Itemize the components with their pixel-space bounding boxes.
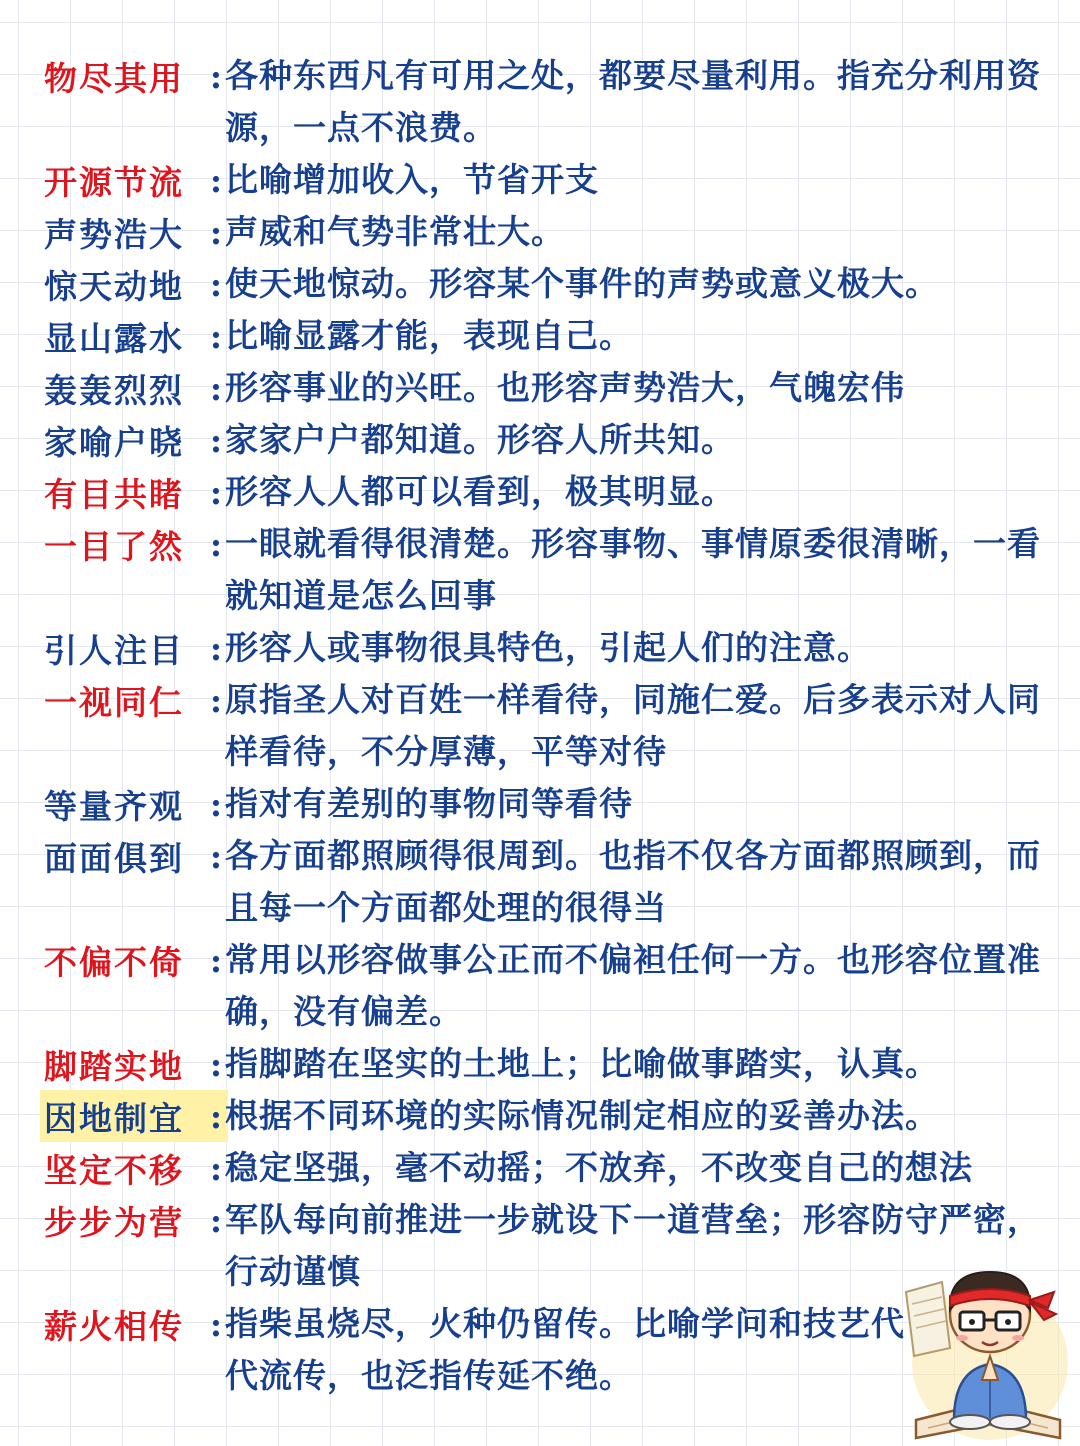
- entry-term: 面面俱到: [44, 838, 184, 878]
- entry-term: 脚踏实地: [44, 1046, 184, 1086]
- entry-term: 等量齐观: [44, 786, 184, 826]
- entry-definition: 形容人人都可以看到，极其明显。: [225, 472, 735, 511]
- entry-term: 开源节流: [44, 162, 184, 202]
- entry-colon: :: [209, 524, 223, 564]
- entry-colon: :: [209, 368, 223, 408]
- entry-term: 引人注目: [44, 630, 184, 670]
- entry-term-highlighted: 因地制宜: [40, 1090, 228, 1142]
- entry-colon: :: [209, 680, 223, 720]
- entry-colon: :: [209, 836, 223, 876]
- entry-definition: 声威和气势非常壮大。: [225, 212, 565, 251]
- entry-colon: :: [209, 264, 223, 304]
- entry-definition: 比喻显露才能，表现自己。: [225, 316, 633, 355]
- entry-definition: 各方面都照顾得很周到。也指不仅各方面都照顾到，而且每一个方面都处理的很得当: [225, 836, 1041, 927]
- entry-definition: 形容人或事物很具特色，引起人们的注意。: [225, 628, 871, 667]
- entry-term: 一目了然: [44, 526, 184, 566]
- entry-colon: :: [209, 1200, 223, 1240]
- entry-colon: :: [209, 472, 223, 512]
- entry-term: 声势浩大: [44, 214, 184, 254]
- entry-term: 轰轰烈烈: [44, 370, 184, 410]
- entry-term: 有目共睹: [44, 474, 184, 514]
- entry-definition: 各种东西凡有可用之处，都要尽量利用。指充分利用资源，一点不浪费。: [225, 56, 1041, 147]
- entry-definition: 指对有差别的事物同等看待: [225, 784, 633, 823]
- entry-definition: 指柴虽烧尽，火种仍留传。比喻学问和技艺代代流传，也泛指传延不绝。: [225, 1304, 905, 1395]
- entry-colon: :: [209, 212, 223, 252]
- entry-definition: 使天地惊动。形容某个事件的声势或意义极大。: [225, 264, 939, 303]
- entry-definition: 指脚踏在坚实的土地上；比喻做事踏实，认真。: [225, 1044, 939, 1083]
- entry-term: 家喻户晓: [44, 422, 184, 462]
- entry-colon: :: [209, 1304, 223, 1344]
- entry-term: 不偏不倚: [44, 942, 184, 982]
- entry-colon: :: [209, 940, 223, 980]
- entry-term: 惊天动地: [44, 266, 184, 306]
- entry-definition: 常用以形容做事公正而不偏袒任何一方。也形容位置准确，没有偏差。: [225, 940, 1041, 1031]
- entry-definition: 稳定坚强，毫不动摇；不放弃，不改变自己的想法: [225, 1148, 973, 1187]
- entry-term: 物尽其用: [44, 58, 184, 98]
- entry-definition: 原指圣人对百姓一样看待，同施仁爱。后多表示对人同样看待，不分厚薄，平等对待: [225, 680, 1041, 771]
- entry-colon: :: [209, 1044, 223, 1084]
- entry-definition: 根据不同环境的实际情况制定相应的妥善办法。: [225, 1096, 939, 1135]
- studying-boy-mascot-icon: [898, 1252, 1078, 1442]
- entry-term: 坚定不移: [44, 1150, 184, 1190]
- entry-colon: :: [209, 1148, 223, 1188]
- entry-colon: :: [209, 628, 223, 668]
- entry-colon: :: [209, 316, 223, 356]
- entry-colon: :: [209, 56, 223, 96]
- entry-term: 薪火相传: [44, 1306, 184, 1346]
- entry-definition: 家家户户都知道。形容人所共知。: [225, 420, 735, 459]
- entry-definition: 军队每向前推进一步就设下一道营垒；形容防守严密，行动谨慎: [225, 1200, 1041, 1291]
- entry-definition: 一眼就看得很清楚。形容事物、事情原委很清晰，一看就知道是怎么回事: [225, 524, 1041, 615]
- entry-term: 一视同仁: [44, 682, 184, 722]
- entry-colon: :: [209, 160, 223, 200]
- entry-definition: 形容事业的兴旺。也形容声势浩大，气魄宏伟: [225, 368, 905, 407]
- entry-term: 显山露水: [44, 318, 184, 358]
- entry-colon: :: [209, 420, 223, 460]
- entry-term: 步步为营: [44, 1202, 184, 1242]
- entry-colon: :: [209, 1096, 223, 1136]
- entry-definition: 比喻增加收入，节省开支: [225, 160, 599, 199]
- entry-colon: :: [209, 784, 223, 824]
